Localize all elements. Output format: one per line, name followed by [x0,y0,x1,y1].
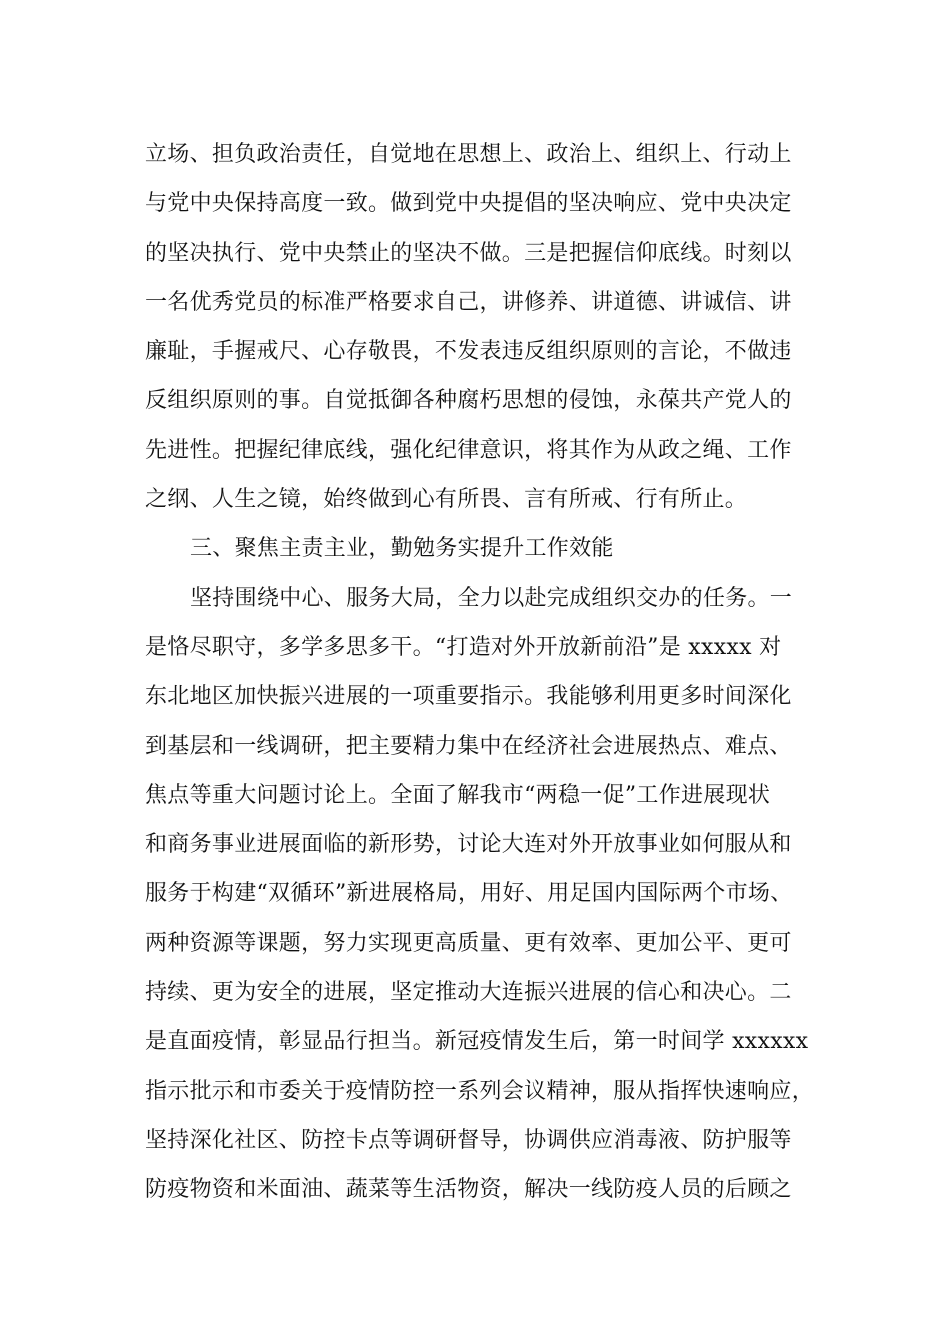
text-line: 是恪尽职守，多学多思多干。“打造对外开放新前沿”是 xxxxx 对 [145,634,782,660]
paragraph-first-line: 坚持围绕中心、服务大局，全力以赴完成组织交办的任务。一 [190,585,793,611]
text-line: 是直面疫情，彰显品行担当。新冠疫情发生后，第一时间学 xxxxxx [145,1029,809,1055]
text-line: 和商务事业进展面临的新形势，讨论大连对外开放事业如何服从和 [145,832,792,858]
section-heading: 三、聚焦主责主业，勤勉务实提升工作效能 [190,536,614,562]
text-line: 的坚决执行、党中央禁止的坚决不做。三是把握信仰底线。时刻以 [145,240,792,266]
text-line: 东北地区加快振兴进展的一项重要指示。我能够利用更多时间深化 [145,684,792,710]
text-line: 持续、更为安全的进展，坚定推动大连振兴进展的信心和决心。二 [145,980,792,1006]
text-line: 指示批示和市委关于疫情防控一系列会议精神，服从指挥快速响应， [145,1078,815,1104]
document-body [145,130,825,1215]
text-line: 焦点等重大问题讨论上。全面了解我市“两稳一促”工作进展现状 [145,782,771,808]
text-line: 与党中央保持高度一致。做到党中央提倡的坚决响应、党中央决定 [145,191,792,217]
text-line: 立场、担负政治责任，自觉地在思想上、政治上、组织上、行动上 [145,142,792,167]
text-line: 防疫物资和米面油、蔬菜等生活物资，解决一线防疫人员的后顾之 [145,1177,792,1203]
text-line: 先进性。把握纪律底线，强化纪律意识，将其作为从政之绳、工作 [145,437,792,463]
text-line: 一名优秀党员的标准严格要求自己，讲修养、讲道德、讲诚信、讲 [145,289,792,315]
text-line: 到基层和一线调研，把主要精力集中在经济社会进展热点、难点、 [145,733,792,759]
text-line: 廉耻，手握戒尺、心存敬畏，不发表违反组织原则的言论，不做违 [145,339,792,365]
text-line: 之纲、人生之镜，始终做到心有所畏、言有所戒、行有所止。 [145,487,748,513]
text-line: 反组织原则的事。自觉抵御各种腐朽思想的侵蚀，永葆共产党人的 [145,388,792,414]
text-line: 坚持深化社区、防控卡点等调研督导，协调供应消毒液、防护服等 [145,1127,792,1153]
text-line: 服务于构建“双循环”新进展格局，用好、用足国内国际两个市场、 [145,881,793,907]
text-line: 两种资源等课题，努力实现更高质量、更有效率、更加公平、更可 [145,930,792,956]
